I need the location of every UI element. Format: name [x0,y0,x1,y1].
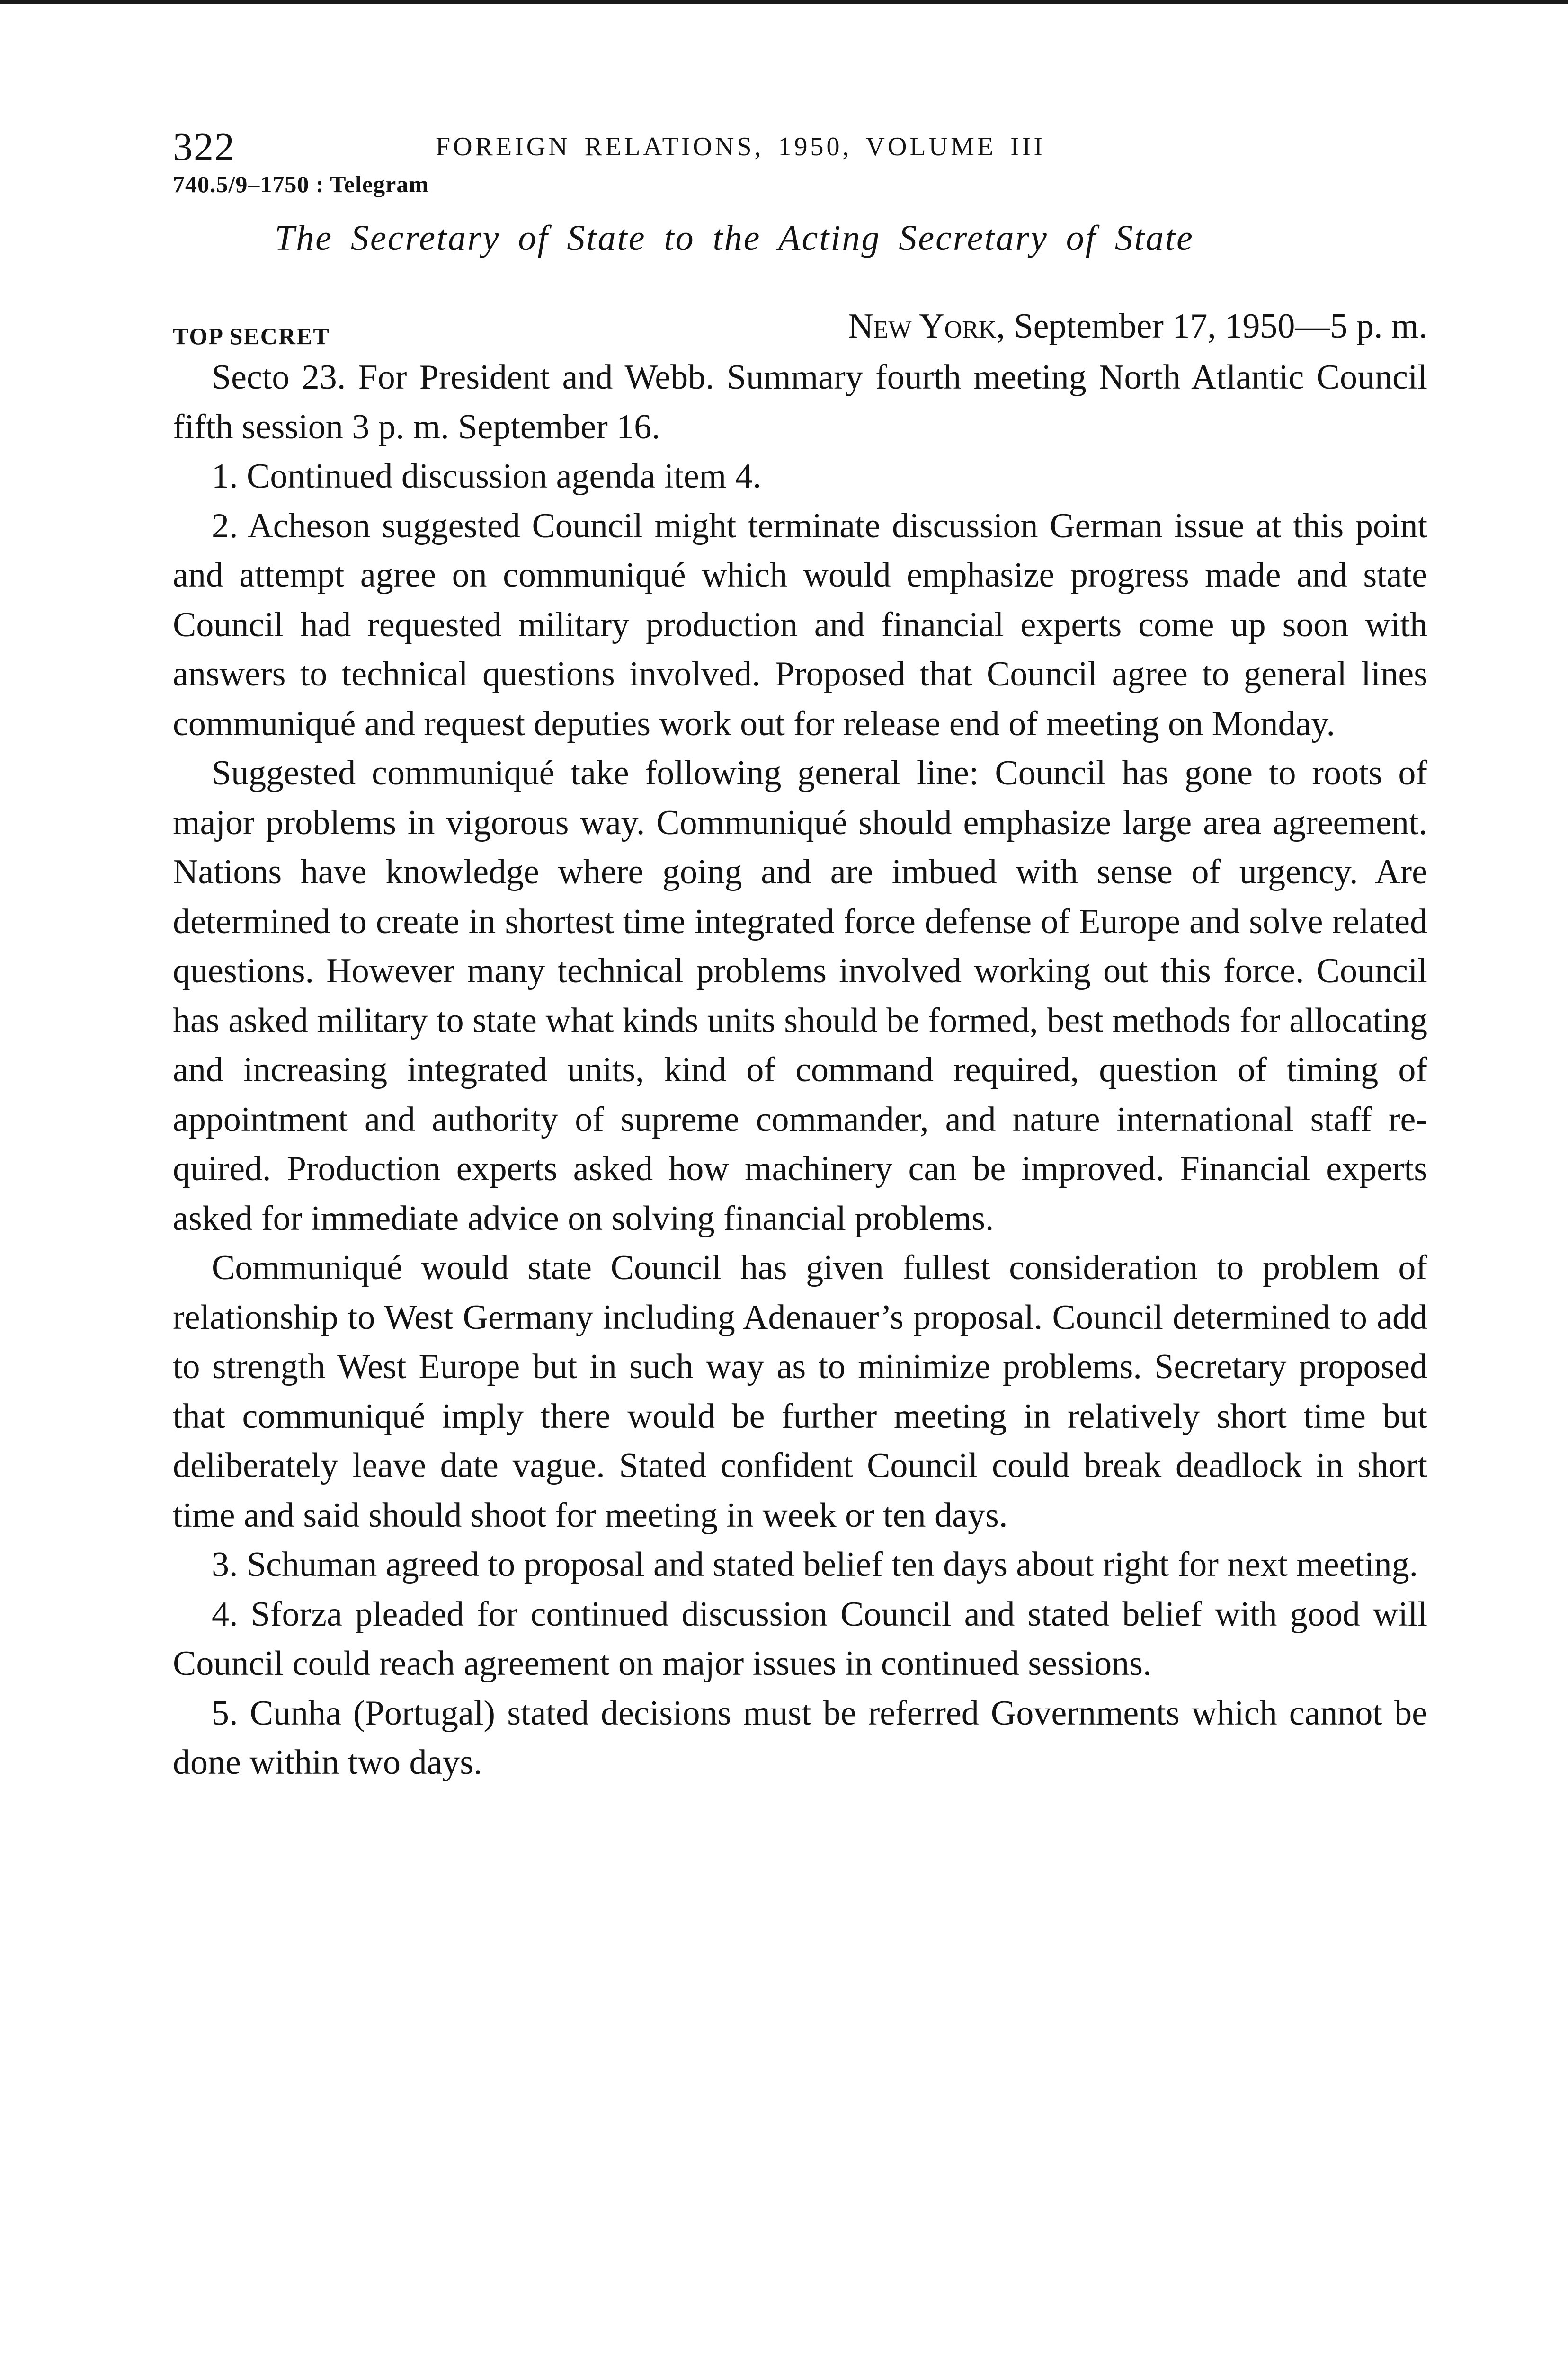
document-page [173,114,1427,1788]
running-title: FOREIGN RELATIONS, 1950, VOLUME III [436,132,1046,161]
top-edge-rule [0,0,1568,4]
paragraph-item-5: 5. Cunha (Portugal) stated decisions must be referred Governments which cannot be done within two days. [173,1693,1427,1782]
dateline [173,306,1427,353]
place-and-date [848,306,1427,347]
telegram-body [173,353,1427,1788]
paragraph-intro: Secto 23. For President and Webb. Summary fourth meeting North Atlantic Council fifth session 3 p. m. September 16. [173,358,1427,446]
classification-label: TOP SECRET [173,323,330,349]
date-time: , September 17, 1950—5 p. m. [996,307,1427,346]
paragraph-item-4: 4. Sforza pleaded for continued discussion Council and stated belief with good will Council could reach agreement on major issues in continued sessions. [173,1594,1427,1683]
page-number: 322 [173,125,235,169]
paragraph-communique-line: Suggested communiqué take following general line: Council has gone to roots of major problems in vigorous way. Communiqué should emphasize large area agreement. Nations have knowledge where going and are imbued with sense of urgency. Are determined to create in shortest time integrated force defense of Europe and solve related questions. However many technical problems involved working out this force. Council has asked military to state what kinds units should be formed, best methods for allocating and increasing integrated units, kind of command required, question of timing of appointment and authority of supreme commander, and nature international staff required. Production experts asked how machinery can be improved. Financial experts asked for immediate advice on solving financial problems. [173,754,1427,1238]
paragraph-item-1: 1. Continued discussion agenda item 4. [212,457,762,496]
document-heading: The Secretary of State to the Acting Secretary of State [275,218,1194,258]
paragraph-communique-germany: Communiqué would state Council has given fullest consideration to problem of relationship to West Germany including Adenauer’s proposal. Council determined to add to strength West Europe but in such way as to minimize problems. Secretary proposed that communiqué imply there would be further meeting in relatively short time but deliberately leave date vague. Stated confident Council could break deadlock in short time and said should shoot for meeting in week or ten days. [173,1248,1427,1535]
paragraph-item-3: 3. Schuman agreed to proposal and stated belief ten days about right for next meeting. [212,1545,1418,1584]
file-reference: 740.5/9–1750 : Telegram [173,171,429,197]
running-head [173,114,1427,170]
place-name: New York [848,307,997,346]
paragraph-item-2: 2. Acheson suggested Council might terminate discussion German issue at this point and attempt agree on communiqué which would emphasize progress made and state Council had requested military production and financial experts come up soon with answers to technical questions involved. Proposed that Council agree to general lines communiqué and request deputies work out for release end of meeting on Monday. [173,506,1427,743]
